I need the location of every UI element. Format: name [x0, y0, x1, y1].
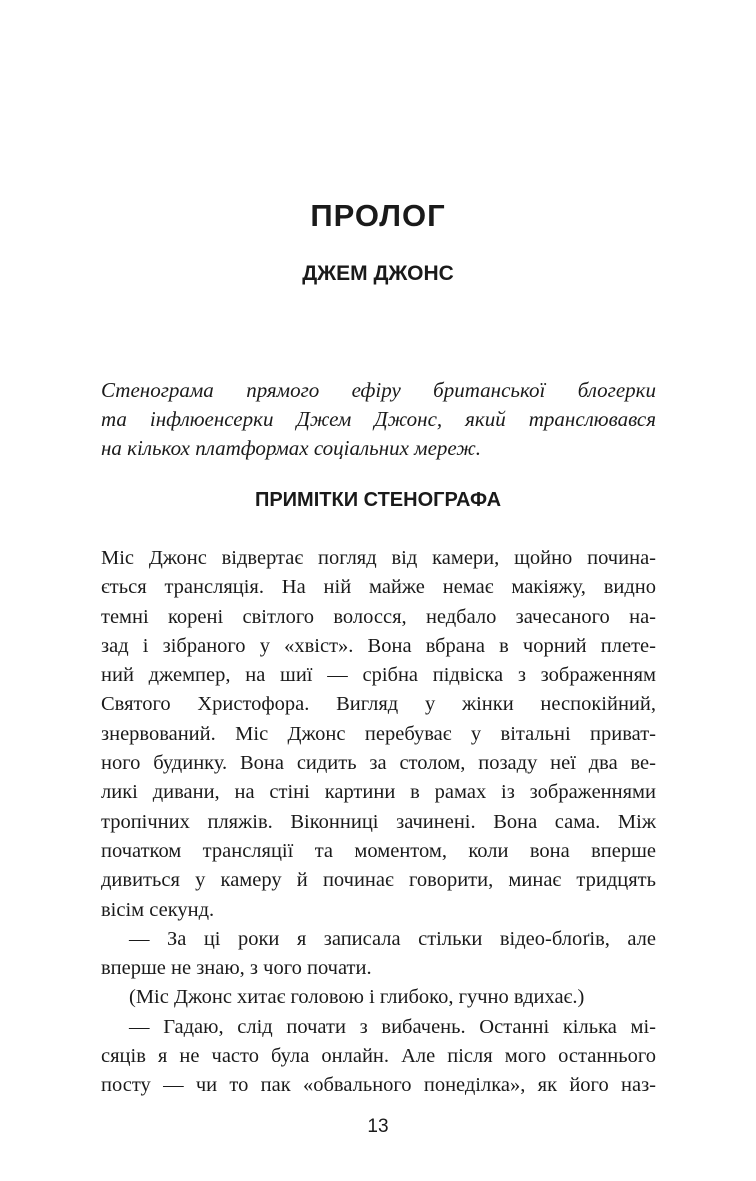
intro-line: та інфлюенсерки Джем Джонс, який транслювався — [101, 407, 656, 431]
body-line: ного будинку. Вона сидить за столом, позаду неї два ве- — [101, 752, 656, 775]
body-line: ний джемпер, на шиї — срібна підвіска з зображенням — [101, 664, 656, 687]
intro-line: на кількох платформах соціальних мереж. — [101, 436, 481, 460]
body-line: — За ці роки я записала стільки відео-блоґів, але — [129, 927, 656, 950]
intro-line: Стенограма прямого ефіру британської блогерки — [101, 378, 656, 402]
body-line: тропічних пляжів. Віконниці зачинені. Вона сама. Між — [101, 810, 656, 833]
body-line: знервований. Міс Джонс перебуває у вітальні приват- — [101, 722, 656, 745]
body-line: зад і зібраного у «хвіст». Вона вбрана в чорний плете- — [101, 634, 656, 657]
body-line: дивиться у камеру й починає говорити, минає тридцять — [101, 869, 656, 892]
body-line: вперше не знаю, з чого почати. — [101, 957, 372, 980]
body-line: початком трансляції та моментом, коли вона вперше — [101, 839, 656, 862]
body-line: ється трансляція. На ній майже немає макіяжу, видно — [101, 576, 656, 599]
body-line: темні корені світлого волосся, недбало зачесаного на- — [101, 605, 656, 628]
intro-paragraph — [101, 376, 656, 463]
body-line: (Міс Джонс хитає головою і глибоко, гучно вдихає.) — [129, 986, 585, 1009]
page-number: 13 — [367, 1116, 389, 1137]
body-line: ликі дивани, на стіні картини в рамах із зображеннями — [101, 781, 656, 804]
chapter-title: ПРОЛОГ — [310, 198, 446, 233]
body-text — [101, 544, 656, 1101]
body-line: посту — чи то пак «обвального понеділка», як його наз- — [101, 1074, 656, 1097]
chapter-subtitle: ДЖЕМ ДЖОНС — [302, 262, 454, 285]
body-line: — Гадаю, слід почати з вибачень. Останні кілька мі- — [129, 1015, 656, 1038]
section-heading: ПРИМІТКИ СТЕНОГРАФА — [254, 489, 502, 511]
body-line: сяців я не часто була онлайн. Але після мого останнього — [101, 1045, 656, 1068]
body-line: Святого Христофора. Вигляд у жінки неспокійний, — [101, 693, 656, 716]
body-line: Міс Джонс відвертає погляд від камери, щойно почина- — [101, 547, 656, 569]
body-line: вісім секунд. — [101, 898, 215, 921]
